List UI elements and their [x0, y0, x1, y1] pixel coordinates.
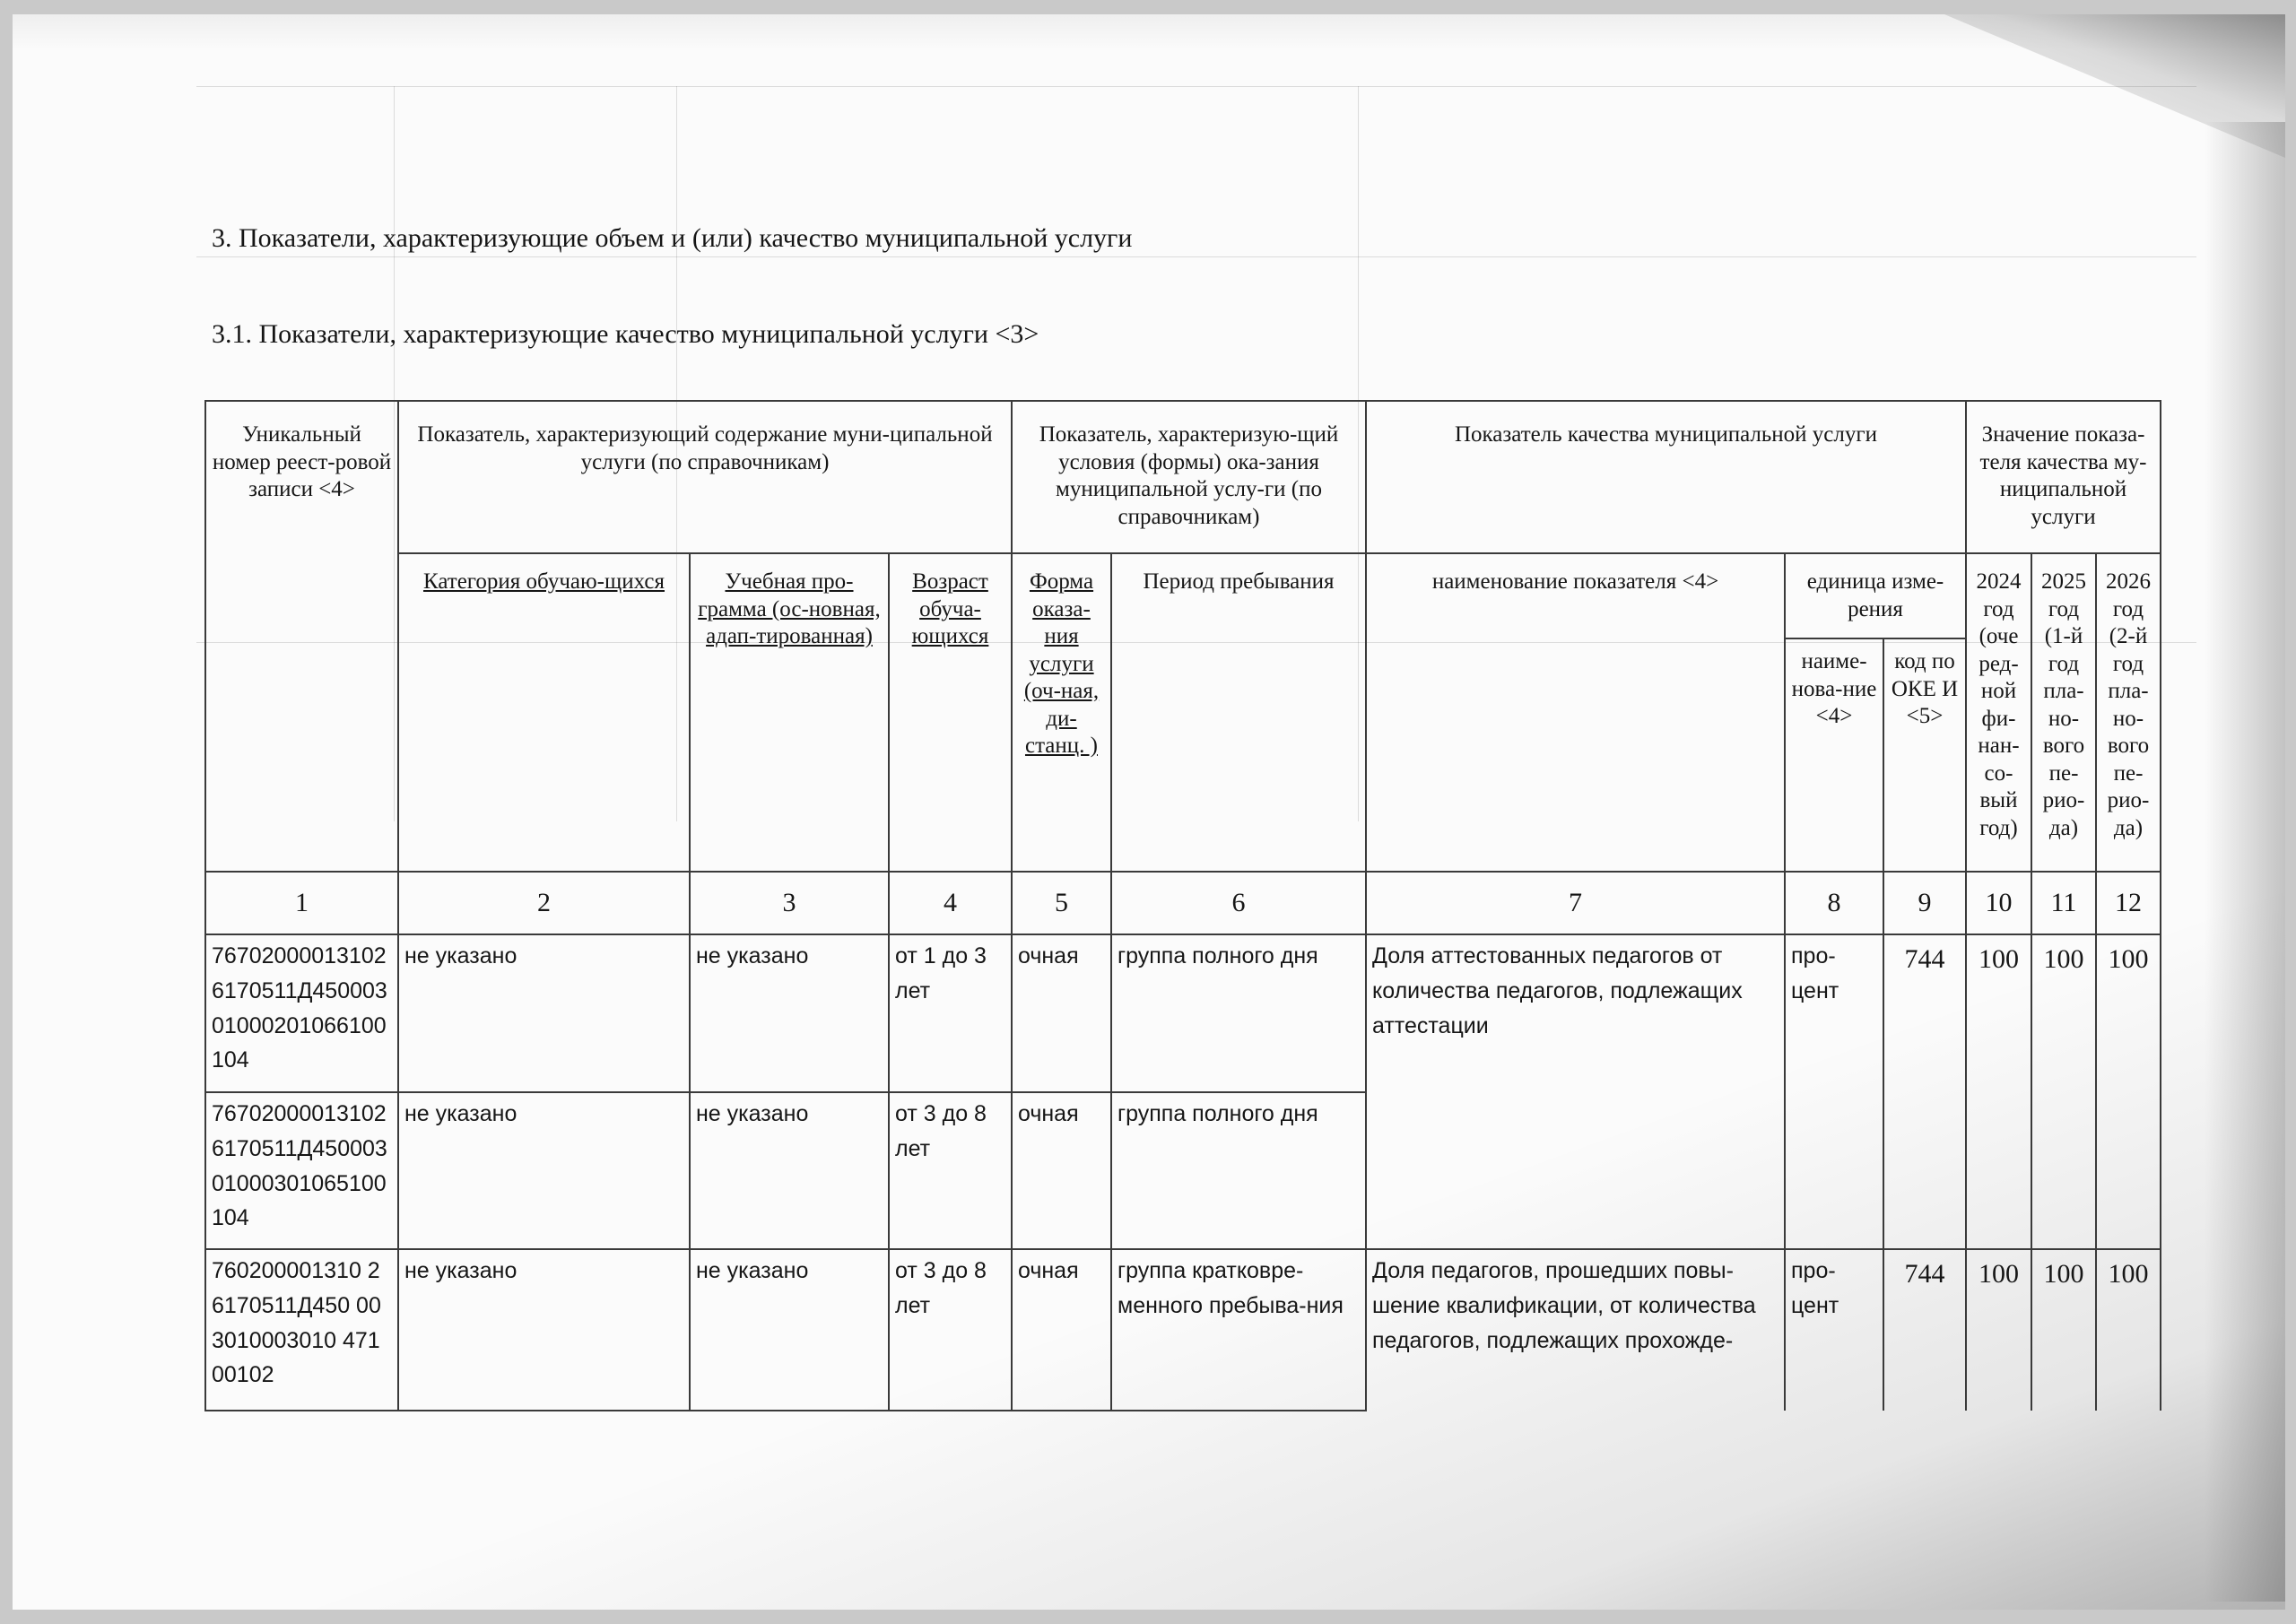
header-period: Период пребывания — [1111, 553, 1366, 872]
category-value: не указано — [398, 1249, 690, 1411]
period-value: группа полного дня — [1111, 934, 1366, 1092]
value-2025: 100 — [2031, 934, 2096, 1249]
header-unit-code: код по ОКЕ И <5> — [1883, 638, 1966, 872]
program-value: не указано — [690, 1092, 889, 1249]
column-number: 11 — [2031, 872, 2096, 934]
value-2026: 100 — [2096, 934, 2161, 1249]
header-year-2026: 2026 год (2-й год пла-но-вого пе-рио-да) — [2096, 553, 2161, 872]
column-number: 8 — [1785, 872, 1883, 934]
header-content-group: Показатель, характеризующий содержание муни-ципальной услуги (по справочникам) — [398, 401, 1012, 553]
form-value: очная — [1012, 1249, 1111, 1411]
header-unit-name: наиме-нова-ние <4> — [1785, 638, 1883, 872]
header-age: Возраст обуча-ющихся — [889, 553, 1012, 872]
column-number: 3 — [690, 872, 889, 934]
header-year-2025: 2025 год (1-й год пла-но-вого пе-рио-да) — [2031, 553, 2096, 872]
header-year-2024: 2024 год (оче ред-ной фи-нан-со-вый год) — [1966, 553, 2031, 872]
form-value: очная — [1012, 934, 1111, 1092]
age-value: от 1 до 3 лет — [889, 934, 1012, 1092]
value-2026: 100 — [2096, 1249, 2161, 1411]
registry-number: 767020000131026170511Д45000301000201066100104 — [205, 934, 398, 1092]
document-page — [13, 14, 2285, 1610]
indicator-name: Доля педагогов, прошедших повы-шение квалификации, от количества педагогов, подлежащих прохожде- — [1366, 1249, 1785, 1411]
quality-indicators-table — [204, 400, 2161, 1411]
header-unit: единица изме-рения — [1785, 553, 1966, 638]
column-number: 7 — [1366, 872, 1785, 934]
category-value: не указано — [398, 934, 690, 1092]
column-number: 5 — [1012, 872, 1111, 934]
column-number: 10 — [1966, 872, 2031, 934]
unit-code: 744 — [1883, 1249, 1966, 1411]
program-value: не указано — [690, 1249, 889, 1411]
age-value: от 3 до 8 лет — [889, 1249, 1012, 1411]
header-value-group: Значение показа-теля качества му-ниципальной услуги — [1966, 401, 2161, 553]
value-2024: 100 — [1966, 1249, 2031, 1411]
header-category: Категория обучаю-щихся — [398, 553, 690, 872]
page-edge-shadow — [2205, 122, 2285, 1602]
header-conditions-group: Показатель, характеризую-щий условия (формы) ока-зания муниципальной услу-ги (по справочникам) — [1012, 401, 1366, 553]
column-number: 9 — [1883, 872, 1966, 934]
header-indicator-name: наименование показателя <4> — [1366, 553, 1785, 872]
value-2025: 100 — [2031, 1249, 2096, 1411]
header-registry: Уникальный номер реест-ровой записи <4> — [205, 401, 398, 872]
registry-number: 767020000131026170511Д45000301000301065100104 — [205, 1092, 398, 1249]
period-value: группа полного дня — [1111, 1092, 1366, 1249]
section-heading-3: 3. Показатели, характеризующие объем и (или) качество муниципальной услуги — [212, 223, 1133, 253]
indicator-name: Доля аттестованных педагогов от количества педагогов, подлежащих аттестации — [1366, 934, 1785, 1249]
column-number: 6 — [1111, 872, 1366, 934]
show-through-line — [196, 86, 2196, 87]
column-number: 1 — [205, 872, 398, 934]
section-heading-3-1: 3.1. Показатели, характеризующие качество муниципальной услуги <3> — [212, 319, 1039, 349]
show-through-line — [196, 256, 2196, 257]
header-program: Учебная про-грамма (ос-новная, адап-тированная) — [690, 553, 889, 872]
unit-code: 744 — [1883, 934, 1966, 1249]
table-row — [205, 934, 2161, 1092]
header-quality-group: Показатель качества муниципальной услуги — [1366, 401, 1966, 553]
program-value: не указано — [690, 934, 889, 1092]
form-value: очная — [1012, 1092, 1111, 1249]
period-value: группа кратковре-менного пребыва-ния — [1111, 1249, 1366, 1411]
registry-number: 760200001310 26170511Д450 003010003010 47100102 — [205, 1249, 398, 1411]
column-number: 4 — [889, 872, 1012, 934]
column-number: 2 — [398, 872, 690, 934]
value-2024: 100 — [1966, 934, 2031, 1249]
column-numbers-row — [205, 872, 2161, 934]
header-form: Форма оказа-ния услуги (оч-ная, ди-станц. ) — [1012, 553, 1111, 872]
unit-name: про-цент — [1785, 934, 1883, 1249]
table-row — [205, 1249, 2161, 1411]
category-value: не указано — [398, 1092, 690, 1249]
column-number: 12 — [2096, 872, 2161, 934]
unit-name: про-цент — [1785, 1249, 1883, 1411]
age-value: от 3 до 8 лет — [889, 1092, 1012, 1249]
